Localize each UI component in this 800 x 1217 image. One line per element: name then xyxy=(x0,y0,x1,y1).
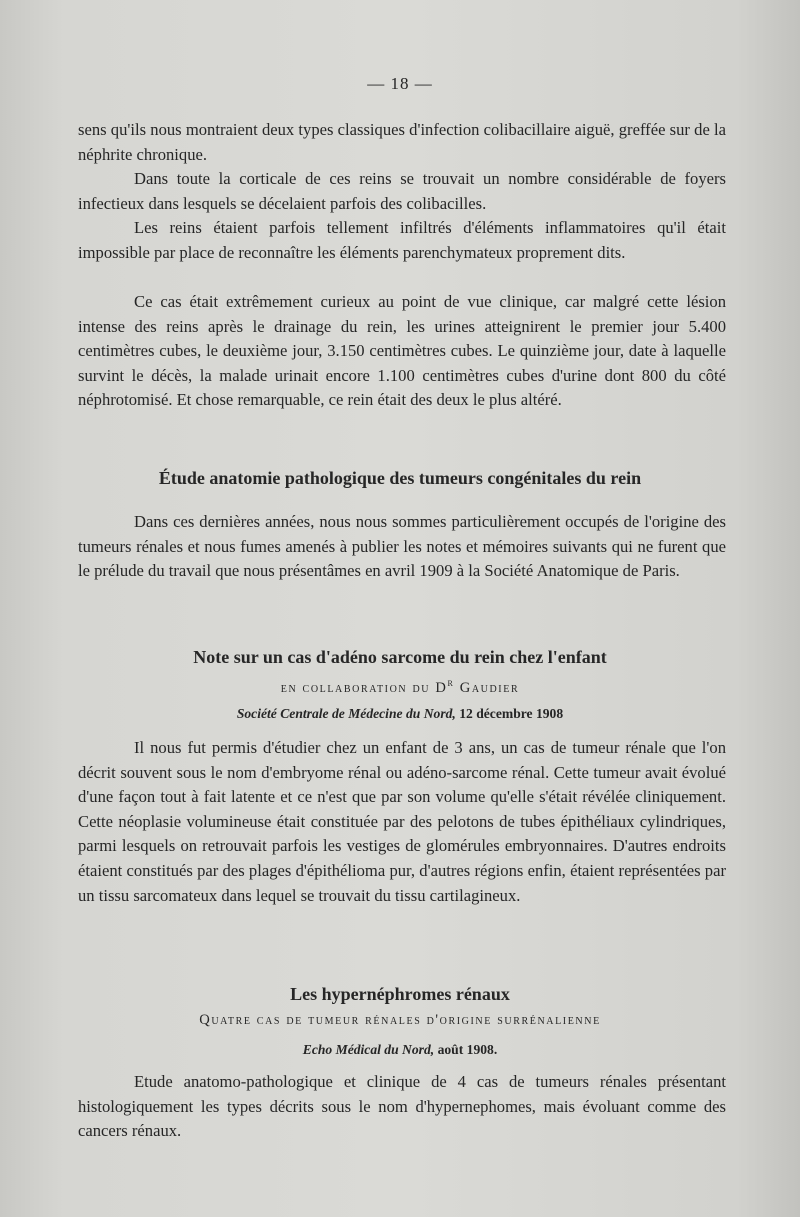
heading-congenital-tumors: Étude anatomie pathologique des tumeurs congénitales du rein xyxy=(158,468,642,488)
paragraph-4: Ce cas était extrêmement curieux au point de vue clinique, car malgré cette lésion intense des reins après le drainage du rein, les urines atteignirent le premier jour 5.400 centimètres cubes, le deuxième jour, 3.150 centimètres cubes. Le quinzième jour, date à laquelle survint le décès, la malade urinait encore 1.100 centimètres cubes d'urine dont 800 du côté néphrotomisé. Et chose remarquable, ce rein était des deux le plus altéré. xyxy=(78,292,726,410)
collaboration-prefix: en collaboration du D xyxy=(280,679,448,696)
page-number: — 18 — xyxy=(367,74,433,93)
source-journal-3: Echo Médical du Nord, xyxy=(302,1042,435,1057)
paragraph-1: sens qu'ils nous montraient deux types classiques d'infection colibacillaire aiguë, greffée sur de la néphrite chronique. xyxy=(78,120,726,164)
source-line-3 xyxy=(0,1042,800,1058)
doctor-abbrev-sup: r xyxy=(447,677,455,689)
source-line-2 xyxy=(0,706,800,722)
source-date-2: 12 décembre 1908 xyxy=(455,706,564,721)
paragraph-3: Les reins étaient parfois tellement infiltrés d'éléments inflammatoires qu'il était impossible par place de reconnaître les éléments parenchymateux proprement dits. xyxy=(78,218,726,262)
collaboration-author: Gaudier xyxy=(454,679,520,696)
heading-hypernephromas: Les hypernéphromes rénaux xyxy=(290,984,510,1004)
paragraph-6: Il nous fut permis d'étudier chez un enfant de 3 ans, un cas de tumeur rénale que l'on décrit souvent sous le nom d'embryome rénal ou adéno-sarcome rénal. Cette tumeur avait évolué d'une façon tout à fait latente et ce n'est que par son volume qu'elle s'était révélée cliniquement. Cette néoplasie volumineuse était constituée par des pelotons de tubes épithéliaux cylindriques, parmi lesquels on retrouvait parfois les vestiges de glomérules embryonnaires. D'autres endroits étaient constitués par des plages d'épithélioma pur, d'autres régions enfin, étaient représentées par un tissu sarcomateux dans lequel se trouvait du tissu cartilagineux. xyxy=(78,738,726,905)
heading-adeno-sarcoma: Note sur un cas d'adéno sarcome du rein chez l'enfant xyxy=(193,647,607,667)
source-date-3: août 1908. xyxy=(434,1042,498,1057)
paragraph-2: Dans toute la corticale de ces reins se trouvait un nombre considérable de foyers infectieux dans lesquels se décelaient parfois des colibacilles. xyxy=(78,169,726,213)
paragraph-5: Dans ces dernières années, nous nous sommes particulièrement occupés de l'origine des tumeurs rénales et nous fumes amenés à publier les notes et mémoires suivants qui ne furent que le prélude du travail que nous présentâmes en avril 1909 à la Société Anatomique de Paris. xyxy=(78,512,726,581)
four-cases-line: Quatre cas de tumeur rénales d'origine surrénalienne xyxy=(199,1012,601,1028)
source-journal-2: Société Centrale de Médecine du Nord, xyxy=(236,706,456,721)
paragraph-7: Etude anatomo-pathologique et clinique de 4 cas de tumeurs rénales présentant histologiquement les types décrits sous le nom d'hypernephomes, mais évoluant comme des cancers rénaux. xyxy=(78,1072,726,1141)
collaboration-line xyxy=(0,677,800,697)
